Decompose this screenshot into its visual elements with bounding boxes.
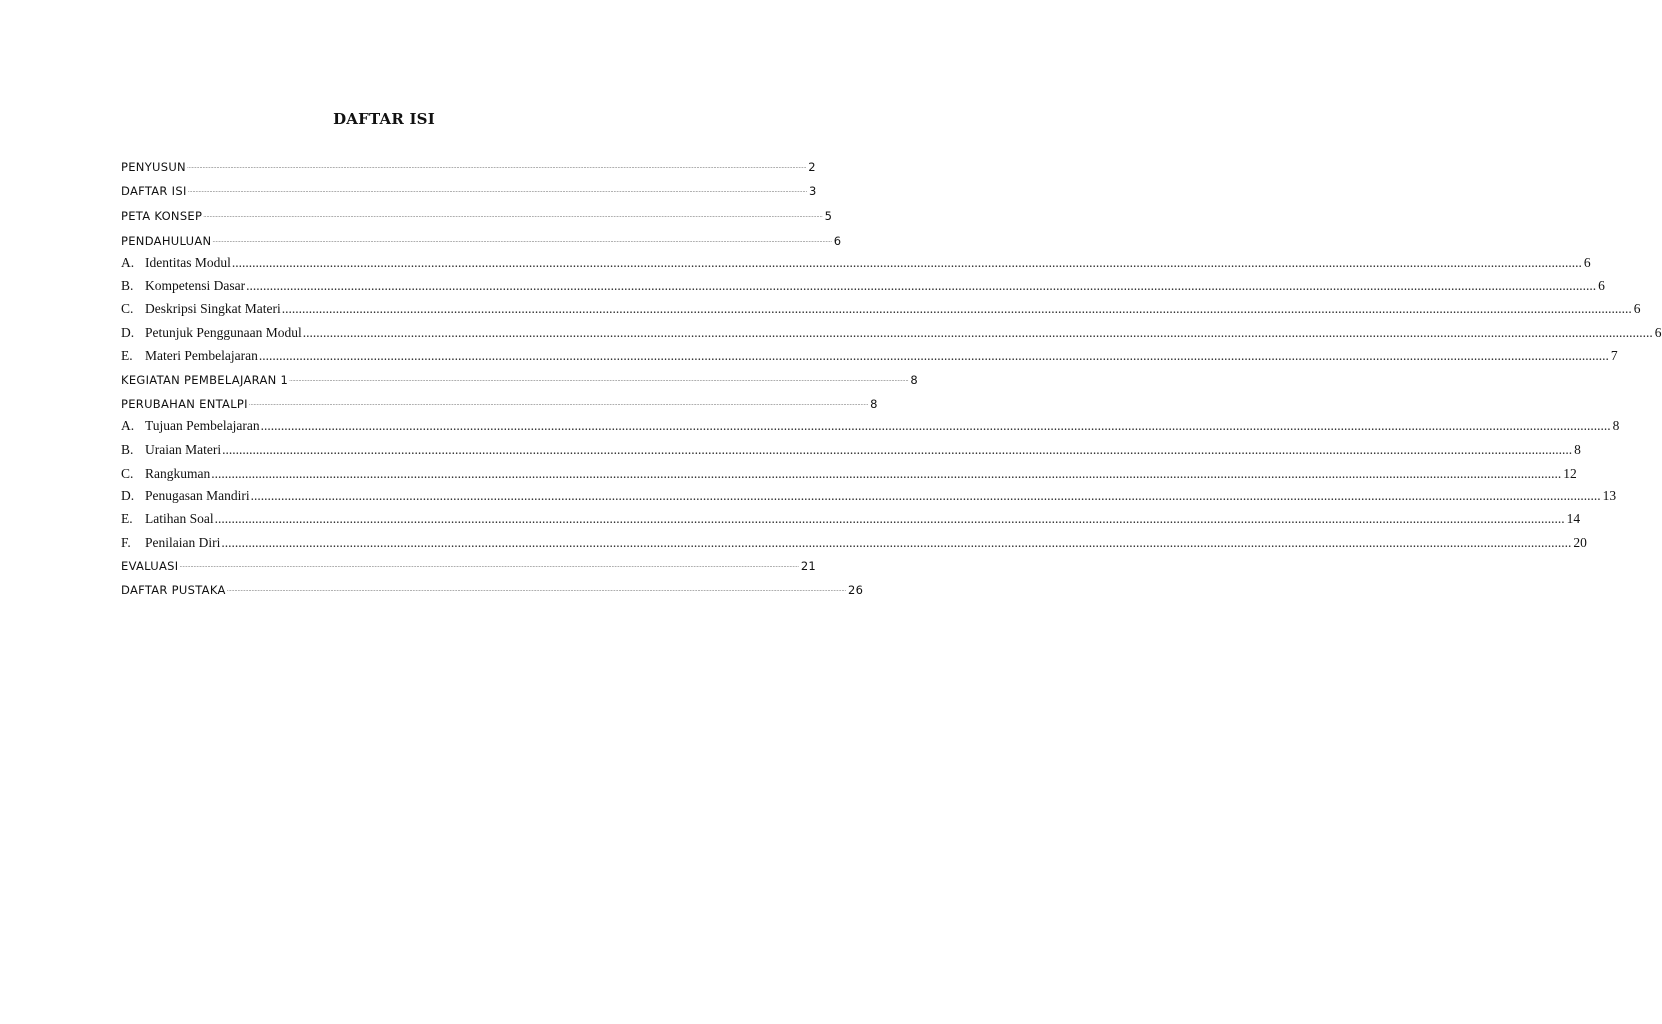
toc-entry[interactable] [121, 365, 919, 387]
toc-entry[interactable] [121, 436, 1581, 458]
toc-entry[interactable] [121, 295, 1641, 317]
toc-entry-prefix: A. [121, 418, 135, 433]
toc-dot-leader: ................................................................................................................................................................................................................................................................................................................................................................................................................ [212, 238, 832, 244]
toc-page-number: 21 [800, 559, 817, 573]
toc-entry-label [121, 348, 258, 364]
toc-entry[interactable] [121, 342, 1618, 364]
toc-dot-leader: ................................................................................................................................................................................................................................................................................................................................................................................................................ [187, 188, 807, 194]
toc-entry-prefix: B. [121, 442, 134, 457]
toc-page-number: 8 [870, 397, 878, 411]
toc-entry[interactable] [121, 319, 1662, 341]
toc-entry-label [121, 466, 210, 482]
toc-entry-text: Penugasan Mandiri [145, 488, 250, 503]
toc-entry-label [121, 278, 245, 294]
toc-entry-label [121, 160, 186, 174]
toc-entry-text: DAFTAR ISI [121, 184, 187, 198]
toc-page-number: 6 [1654, 325, 1662, 340]
toc-entry[interactable] [121, 272, 1605, 294]
toc-dot-leader: ................................................................................................................................................................................................................................................................................................................................................................................................................ [226, 587, 846, 593]
toc-page-number: 6 [1583, 255, 1591, 270]
toc-entry-text: DAFTAR PUSTAKA [121, 583, 226, 597]
toc-entry-label [121, 488, 250, 504]
toc-dot-leader: ................................................................................................................................................................................................................................................................................................................................................................................................................ [260, 418, 1611, 433]
toc-entry-text: Materi Pembelajaran [145, 348, 258, 363]
toc-dot-leader: ................................................................................................................................................................................................................................................................................................................................................................................................................ [222, 442, 1573, 457]
toc-page-number: 12 [1563, 466, 1577, 481]
toc-entry-text: Rangkuman [145, 466, 211, 481]
toc-entry-text: Deskripsi Singkat Materi [145, 301, 281, 316]
toc-page-number: 8 [1574, 442, 1581, 457]
toc-entry-label [121, 325, 302, 341]
toc-entry-label [121, 535, 220, 551]
toc-entry-label [121, 397, 248, 411]
toc-dot-leader: ................................................................................................................................................................................................................................................................................................................................................................................................................ [250, 488, 1601, 503]
toc-dot-leader: ................................................................................................................................................................................................................................................................................................................................................................................................................ [203, 213, 823, 219]
toc-page-number: 8 [1612, 418, 1620, 433]
toc-entry-label [121, 184, 187, 198]
toc-dot-leader: ................................................................................................................................................................................................................................................................................................................................................................................................................ [214, 511, 1565, 526]
toc-page-number: 8 [910, 373, 919, 387]
toc-entry-label [121, 583, 226, 597]
toc-entry-label [121, 511, 214, 527]
toc-dot-leader: ................................................................................................................................................................................................................................................................................................................................................................................................................ [179, 563, 799, 569]
page-title: DAFTAR ISI [333, 110, 435, 128]
toc-entry-text: KEGIATAN PEMBELAJARAN 1 [121, 373, 289, 387]
toc-dot-leader: ................................................................................................................................................................................................................................................................................................................................................................................................................ [258, 348, 1609, 363]
toc-entry-prefix: D. [121, 325, 135, 340]
toc-page-number: 6 [1598, 278, 1605, 293]
toc-entry-label [121, 418, 260, 434]
toc-entry-prefix: E. [121, 511, 133, 526]
toc-entry-text: Identitas Modul [145, 255, 231, 270]
toc-entry-prefix: E. [121, 348, 133, 363]
toc-entry-text: Tujuan Pembelajaran [145, 418, 260, 433]
toc-page-number: 5 [824, 209, 833, 223]
toc-entry[interactable] [121, 249, 1591, 271]
toc-entry-label [121, 234, 211, 248]
toc-entry-text: EVALUASI [121, 559, 179, 573]
toc-entry-prefix: D. [121, 488, 135, 503]
toc-entry-prefix: C. [121, 466, 134, 481]
toc-entry-prefix: C. [121, 301, 134, 316]
toc-page-number: 3 [809, 184, 817, 198]
toc-entry-label [121, 209, 202, 223]
toc-entry-text: Kompetensi Dasar [145, 278, 246, 293]
toc-entry-label [121, 301, 281, 317]
toc-dot-leader: ................................................................................................................................................................................................................................................................................................................................................................................................................ [221, 535, 1572, 550]
toc-dot-leader: ................................................................................................................................................................................................................................................................................................................................................................................................................ [248, 401, 869, 407]
toc-dot-leader: ................................................................................................................................................................................................................................................................................................................................................................................................................ [231, 255, 1582, 270]
toc-entry-prefix: B. [121, 278, 134, 293]
toc-entry-text: PETA KONSEP [121, 209, 203, 223]
toc-dot-leader: ................................................................................................................................................................................................................................................................................................................................................................................................................ [289, 377, 909, 383]
toc-dot-leader: ................................................................................................................................................................................................................................................................................................................................................................................................................ [302, 325, 1653, 340]
toc-page-number: 26 [847, 583, 864, 597]
toc-entry[interactable] [121, 201, 833, 223]
toc-entry-label [121, 373, 288, 387]
toc-entry[interactable] [121, 575, 864, 597]
toc-entry-label [121, 559, 178, 573]
toc-dot-leader: ................................................................................................................................................................................................................................................................................................................................................................................................................ [246, 278, 1597, 293]
toc-page-number: 2 [808, 160, 816, 174]
toc-entry[interactable] [121, 389, 878, 411]
toc-page-number: 20 [1573, 535, 1587, 550]
toc-entry-label [121, 255, 231, 271]
toc-entry-text: Petunjuk Penggunaan Modul [145, 325, 302, 340]
toc-entry-text: PENYUSUN [121, 160, 186, 174]
toc-page-number: 6 [833, 234, 842, 248]
toc-dot-leader: ................................................................................................................................................................................................................................................................................................................................................................................................................ [186, 164, 807, 170]
toc-dot-leader: ................................................................................................................................................................................................................................................................................................................................................................................................................ [281, 301, 1632, 316]
toc-entry-prefix: F. [121, 535, 131, 550]
toc-entry[interactable] [121, 551, 817, 573]
toc-entry[interactable] [121, 226, 842, 248]
toc-entry-text: Penilaian Diri [145, 535, 221, 550]
toc-entry[interactable] [121, 152, 816, 174]
toc-entry-label [121, 442, 221, 458]
toc-page-number: 13 [1602, 488, 1617, 503]
toc-entry[interactable] [121, 412, 1620, 434]
toc-entry[interactable] [121, 176, 817, 198]
toc-page-number: 14 [1566, 511, 1581, 526]
toc-entry[interactable] [121, 460, 1577, 482]
toc-entry[interactable] [121, 529, 1587, 551]
toc-entry-text: Latihan Soal [145, 511, 214, 526]
toc-entry-text: PENDAHULUAN [121, 234, 212, 248]
toc-dot-leader: ................................................................................................................................................................................................................................................................................................................................................................................................................ [211, 466, 1562, 481]
toc-entry[interactable] [121, 482, 1617, 504]
toc-entry-text: PERUBAHAN ENTALPI [121, 397, 248, 411]
toc-page-number: 6 [1633, 301, 1641, 316]
toc-entry-text: Uraian Materi [145, 442, 222, 457]
toc-entry-prefix: A. [121, 255, 135, 270]
toc-entry[interactable] [121, 505, 1581, 527]
toc-page-number: 7 [1610, 348, 1618, 363]
